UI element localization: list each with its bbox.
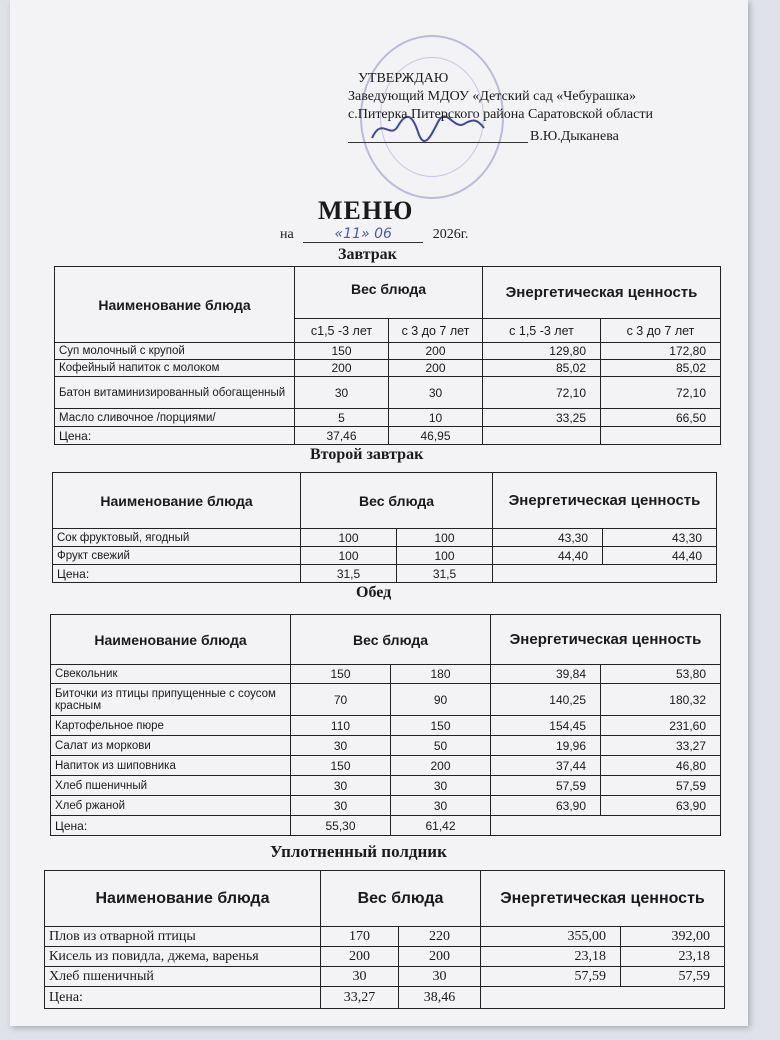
header-energy: Энергетическая ценность (481, 871, 725, 927)
weight-1: 170 (321, 927, 399, 947)
weight-1: 30 (291, 776, 391, 796)
table-row (55, 377, 721, 409)
weight-2: 100 (397, 547, 493, 565)
weight-1: 70 (291, 684, 391, 716)
weight-2: 30 (391, 796, 491, 816)
dish-name: Свекольник (51, 665, 291, 684)
table-row (45, 927, 725, 947)
dish-name: Фрукт свежий (53, 547, 301, 565)
energy-2: 231,60 (601, 716, 721, 736)
empty-cell (481, 987, 725, 1009)
section-title-breakfast: Завтрак (338, 246, 397, 263)
energy-1: 72,10 (483, 377, 601, 409)
date-prefix: на (280, 227, 294, 242)
weight-2: 150 (391, 716, 491, 736)
energy-2: 66,50 (601, 409, 721, 427)
price-row (51, 816, 721, 836)
table-row (45, 947, 725, 967)
header-energy: Энергетическая ценность (493, 473, 717, 529)
energy-1: 63,90 (491, 796, 601, 816)
signature-row (348, 124, 728, 150)
energy-1: 39,84 (491, 665, 601, 684)
weight-1: 200 (295, 360, 389, 377)
energy-2: 46,80 (601, 756, 721, 776)
weight-2: 10 (389, 409, 483, 427)
weight-2: 30 (399, 967, 481, 987)
table-row (51, 756, 721, 776)
price-2: 31,5 (397, 565, 493, 583)
weight-1: 30 (291, 736, 391, 756)
price-label: Цена: (55, 427, 295, 445)
table-header (51, 615, 721, 665)
table-row (51, 716, 721, 736)
price-1: 55,30 (291, 816, 391, 836)
header-age-1: с1,5 -3 лет (295, 319, 389, 343)
weight-1: 150 (291, 665, 391, 684)
price-2: 61,42 (391, 816, 491, 836)
dish-name: Кофейный напиток с молоком (55, 360, 295, 377)
weight-2: 220 (399, 927, 481, 947)
director-name: В.Ю.Дыканева (530, 129, 619, 144)
table-row (51, 736, 721, 756)
dish-name: Сок фруктовый, ягодный (53, 529, 301, 547)
header-name: Наименование блюда (51, 615, 291, 665)
menu-date (280, 226, 468, 243)
signature-line (348, 142, 528, 143)
weight-1: 200 (321, 947, 399, 967)
energy-2: 44,40 (603, 547, 717, 565)
energy-1: 33,25 (483, 409, 601, 427)
header-age-2: с 3 до 7 лет (389, 319, 483, 343)
price-1: 37,46 (295, 427, 389, 445)
table-header (55, 267, 721, 319)
price-row (53, 565, 717, 583)
approval-title: УТВЕРЖДАЮ (358, 71, 449, 86)
empty-cell (491, 816, 721, 836)
energy-1: 23,18 (481, 947, 621, 967)
weight-1: 30 (295, 377, 389, 409)
dish-name: Масло сливочное /порциями/ (55, 409, 295, 427)
section-title-second-breakfast: Второй завтрак (310, 446, 424, 463)
table-row (55, 343, 721, 360)
table-row (51, 684, 721, 716)
weight-2: 30 (389, 377, 483, 409)
table-row (55, 360, 721, 377)
energy-1: 57,59 (491, 776, 601, 796)
header-name: Наименование блюда (53, 473, 301, 529)
weight-1: 100 (301, 547, 397, 565)
weight-1: 5 (295, 409, 389, 427)
energy-2: 43,30 (603, 529, 717, 547)
energy-2: 57,59 (621, 967, 725, 987)
weight-2: 90 (391, 684, 491, 716)
weight-2: 30 (391, 776, 491, 796)
energy-1: 154,45 (491, 716, 601, 736)
header-weight: Вес блюда (301, 473, 493, 529)
table-row (53, 547, 717, 565)
lunch-table (50, 614, 721, 836)
approval-block (348, 70, 728, 150)
dish-name: Хлеб ржаной (51, 796, 291, 816)
approval-position: Заведующий МДОУ «Детский сад «Чебурашка» (348, 89, 637, 104)
header-weight: Вес блюда (321, 871, 481, 927)
price-1: 33,27 (321, 987, 399, 1009)
date-handwritten: «11» 06 (303, 226, 423, 243)
energy-1: 129,80 (483, 343, 601, 360)
weight-2: 180 (391, 665, 491, 684)
weight-1: 30 (291, 796, 391, 816)
price-label: Цена: (45, 987, 321, 1009)
table-row (51, 776, 721, 796)
dish-name: Биточки из птицы припущенные с соусом красным (51, 684, 291, 716)
energy-2: 53,80 (601, 665, 721, 684)
table-row (55, 409, 721, 427)
breakfast-table (54, 266, 721, 445)
price-2: 46,95 (389, 427, 483, 445)
header-name: Наименование блюда (45, 871, 321, 927)
dish-name: Плов из отварной птицы (45, 927, 321, 947)
dish-name: Хлеб пшеничный (51, 776, 291, 796)
approval-location: с.Питерка Питерского района Саратовской области (348, 107, 653, 122)
energy-2: 172,80 (601, 343, 721, 360)
header-name: Наименование блюда (55, 267, 295, 343)
second-breakfast-table (52, 472, 717, 583)
table-header (53, 473, 717, 529)
weight-1: 100 (301, 529, 397, 547)
energy-2: 63,90 (601, 796, 721, 816)
weight-2: 200 (389, 343, 483, 360)
energy-1: 43,30 (493, 529, 603, 547)
dish-name: Салат из моркови (51, 736, 291, 756)
energy-1: 140,25 (491, 684, 601, 716)
table-row (53, 529, 717, 547)
header-energy: Энергетическая ценность (483, 267, 721, 319)
energy-1: 355,00 (481, 927, 621, 947)
table-header (45, 871, 725, 927)
header-age-2-energy: с 3 до 7 лет (601, 319, 721, 343)
dish-name: Кисель из повидла, джема, варенья (45, 947, 321, 967)
weight-2: 200 (391, 756, 491, 776)
table-row (45, 967, 725, 987)
empty-cell (601, 427, 721, 445)
weight-1: 110 (291, 716, 391, 736)
empty-cell (483, 427, 601, 445)
energy-1: 85,02 (483, 360, 601, 377)
dish-name: Суп молочный с крупой (55, 343, 295, 360)
energy-2: 392,00 (621, 927, 725, 947)
header-energy: Энергетическая ценность (491, 615, 721, 665)
energy-2: 23,18 (621, 947, 725, 967)
afternoon-snack-table (44, 870, 725, 1009)
header-age-1-energy: с 1,5 -3 лет (483, 319, 601, 343)
weight-1: 30 (321, 967, 399, 987)
table-row (51, 796, 721, 816)
price-1: 31,5 (301, 565, 397, 583)
energy-1: 57,59 (481, 967, 621, 987)
price-row (55, 427, 721, 445)
header-weight: Вес блюда (295, 267, 483, 319)
header-weight: Вес блюда (291, 615, 491, 665)
dish-name: Напиток из шиповника (51, 756, 291, 776)
page-title: МЕНЮ (318, 196, 414, 225)
price-label: Цена: (51, 816, 291, 836)
dish-name: Батон витаминизированный обогащенный (55, 377, 295, 409)
section-title-lunch: Обед (356, 584, 392, 601)
energy-2: 72,10 (601, 377, 721, 409)
energy-1: 44,40 (493, 547, 603, 565)
weight-2: 50 (391, 736, 491, 756)
weight-2: 100 (397, 529, 493, 547)
weight-2: 200 (389, 360, 483, 377)
price-row (45, 987, 725, 1009)
energy-1: 19,96 (491, 736, 601, 756)
energy-1: 37,44 (491, 756, 601, 776)
weight-1: 150 (291, 756, 391, 776)
energy-2: 57,59 (601, 776, 721, 796)
dish-name: Картофельное пюре (51, 716, 291, 736)
energy-2: 180,32 (601, 684, 721, 716)
energy-2: 85,02 (601, 360, 721, 377)
table-row (51, 665, 721, 684)
weight-2: 200 (399, 947, 481, 967)
energy-2: 33,27 (601, 736, 721, 756)
weight-1: 150 (295, 343, 389, 360)
date-year: 2026г. (432, 227, 469, 242)
section-title-afternoon-snack: Уплотненный полдник (270, 842, 447, 861)
price-2: 38,46 (399, 987, 481, 1009)
price-label: Цена: (53, 565, 301, 583)
dish-name: Хлеб пшеничный (45, 967, 321, 987)
empty-cell (493, 565, 717, 583)
